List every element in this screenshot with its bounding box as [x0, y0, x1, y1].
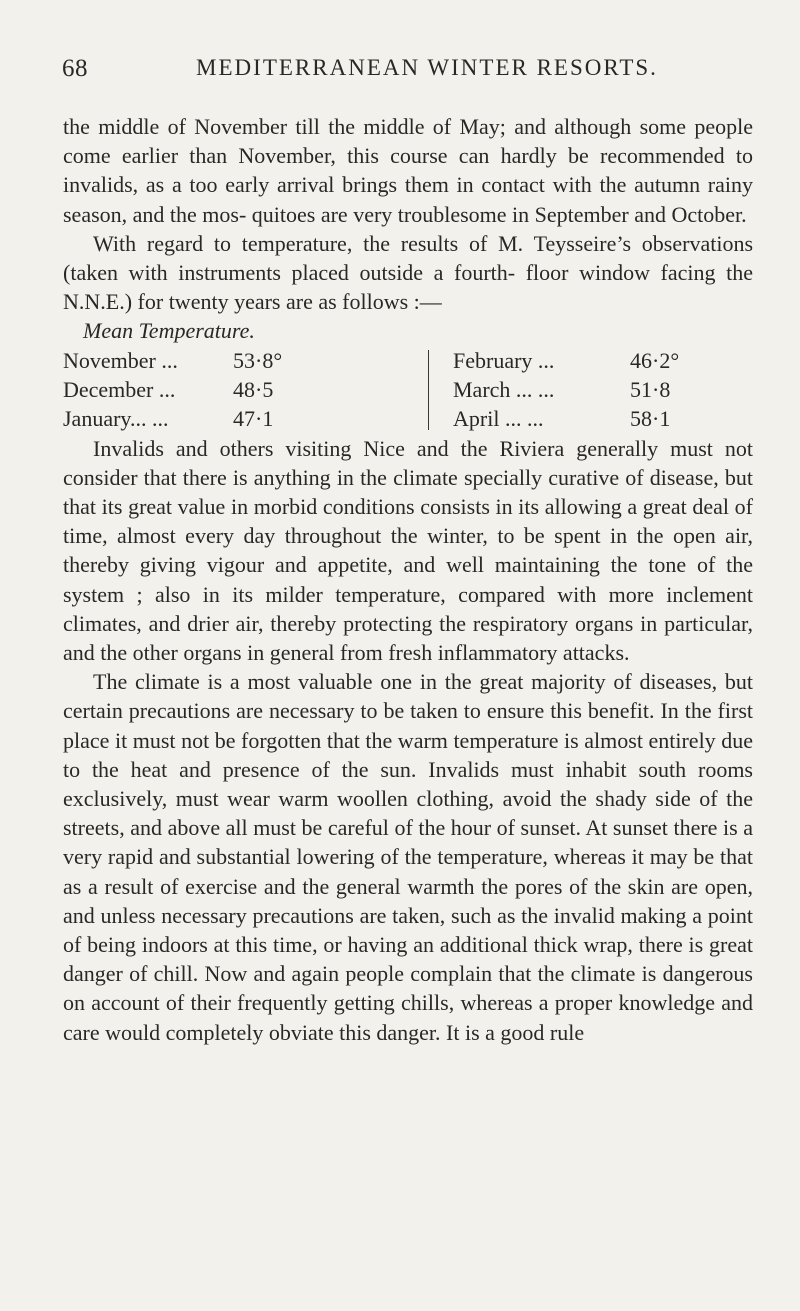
- paragraph-1: the middle of November till the middle of May; and although some people come earlier than November, this course can hardly be recommended to invalids, as a too early arrival brings them in contact with the autumn rainy season, and the mos- quitoes are very troublesome in September and October.: [63, 114, 753, 227]
- month-label: November ...: [63, 347, 178, 373]
- paragraph-3: Invalids and others visiting Nice and the Riviera generally must not consider that there is anything in the climate specially curative of disease, but that its great value in morbid conditions consists in its allowing a great deal of time, almost every day throughout the winter, to be spent in the open air, thereby giving vigour and appetite, and well maintaining the tone of the system ; also in its milder temperature, compared with more inclement climates, and drier air, thereby protecting the respiratory organs in particular, and the other organs in general from fresh inflammatory attacks.: [63, 435, 753, 666]
- table-row: [63, 375, 753, 404]
- table-title: Mean Temperature.: [83, 318, 255, 344]
- paragraph-2: With regard to temperature, the results of M. Teysseire’s observations (taken with instruments placed outside a fourth- floor window facing the N.N.E.) for twenty years are as follows :—: [63, 230, 753, 315]
- temperature-table: [63, 346, 753, 434]
- body-text: [63, 112, 753, 1047]
- month-label: April ... ...: [453, 405, 544, 431]
- temperature-value: 58·1: [630, 405, 671, 431]
- running-head: [62, 55, 752, 85]
- page-number: 68: [62, 55, 88, 82]
- running-title: MEDITERRANEAN WINTER RESORTS.: [196, 55, 658, 80]
- table-row: [63, 346, 753, 375]
- month-label: December ...: [63, 376, 176, 402]
- temperature-value: 47·1: [233, 405, 274, 431]
- table-row: [63, 404, 753, 433]
- temperature-value: 46·2°: [630, 347, 680, 373]
- temperature-value: 53·8°: [233, 347, 283, 373]
- temperature-value: 48·5: [233, 376, 274, 402]
- paragraph-4: The climate is a most valuable one in the great majority of diseases, but certain precautions are necessary to be taken to ensure this benefit. In the first place it must not be forgotten that the warm temperature is almost entirely due to the heat and presence of the sun. Invalids must inhabit south rooms exclusively, must wear warm woollen clothing, avoid the shady side of the streets, and above all must be careful of the hour of sunset. At sunset there is a very rapid and substantial lowering of the temperature, whereas it may be that as a result of exercise and the general warmth the pores of the skin are open, and unless necessary precautions are taken, such as the invalid making a point of being indoors at this time, or having an additional thick wrap, there is great danger of chill. Now and again people complain that the climate is dangerous on account of their frequently getting chills, whereas a proper knowledge and care would completely obviate this danger. It is a good rule: [63, 669, 753, 1045]
- month-label: March ... ...: [453, 376, 555, 402]
- temperature-value: 51·8: [630, 376, 671, 402]
- month-label: February ...: [453, 347, 555, 373]
- month-label: January... ...: [63, 405, 169, 431]
